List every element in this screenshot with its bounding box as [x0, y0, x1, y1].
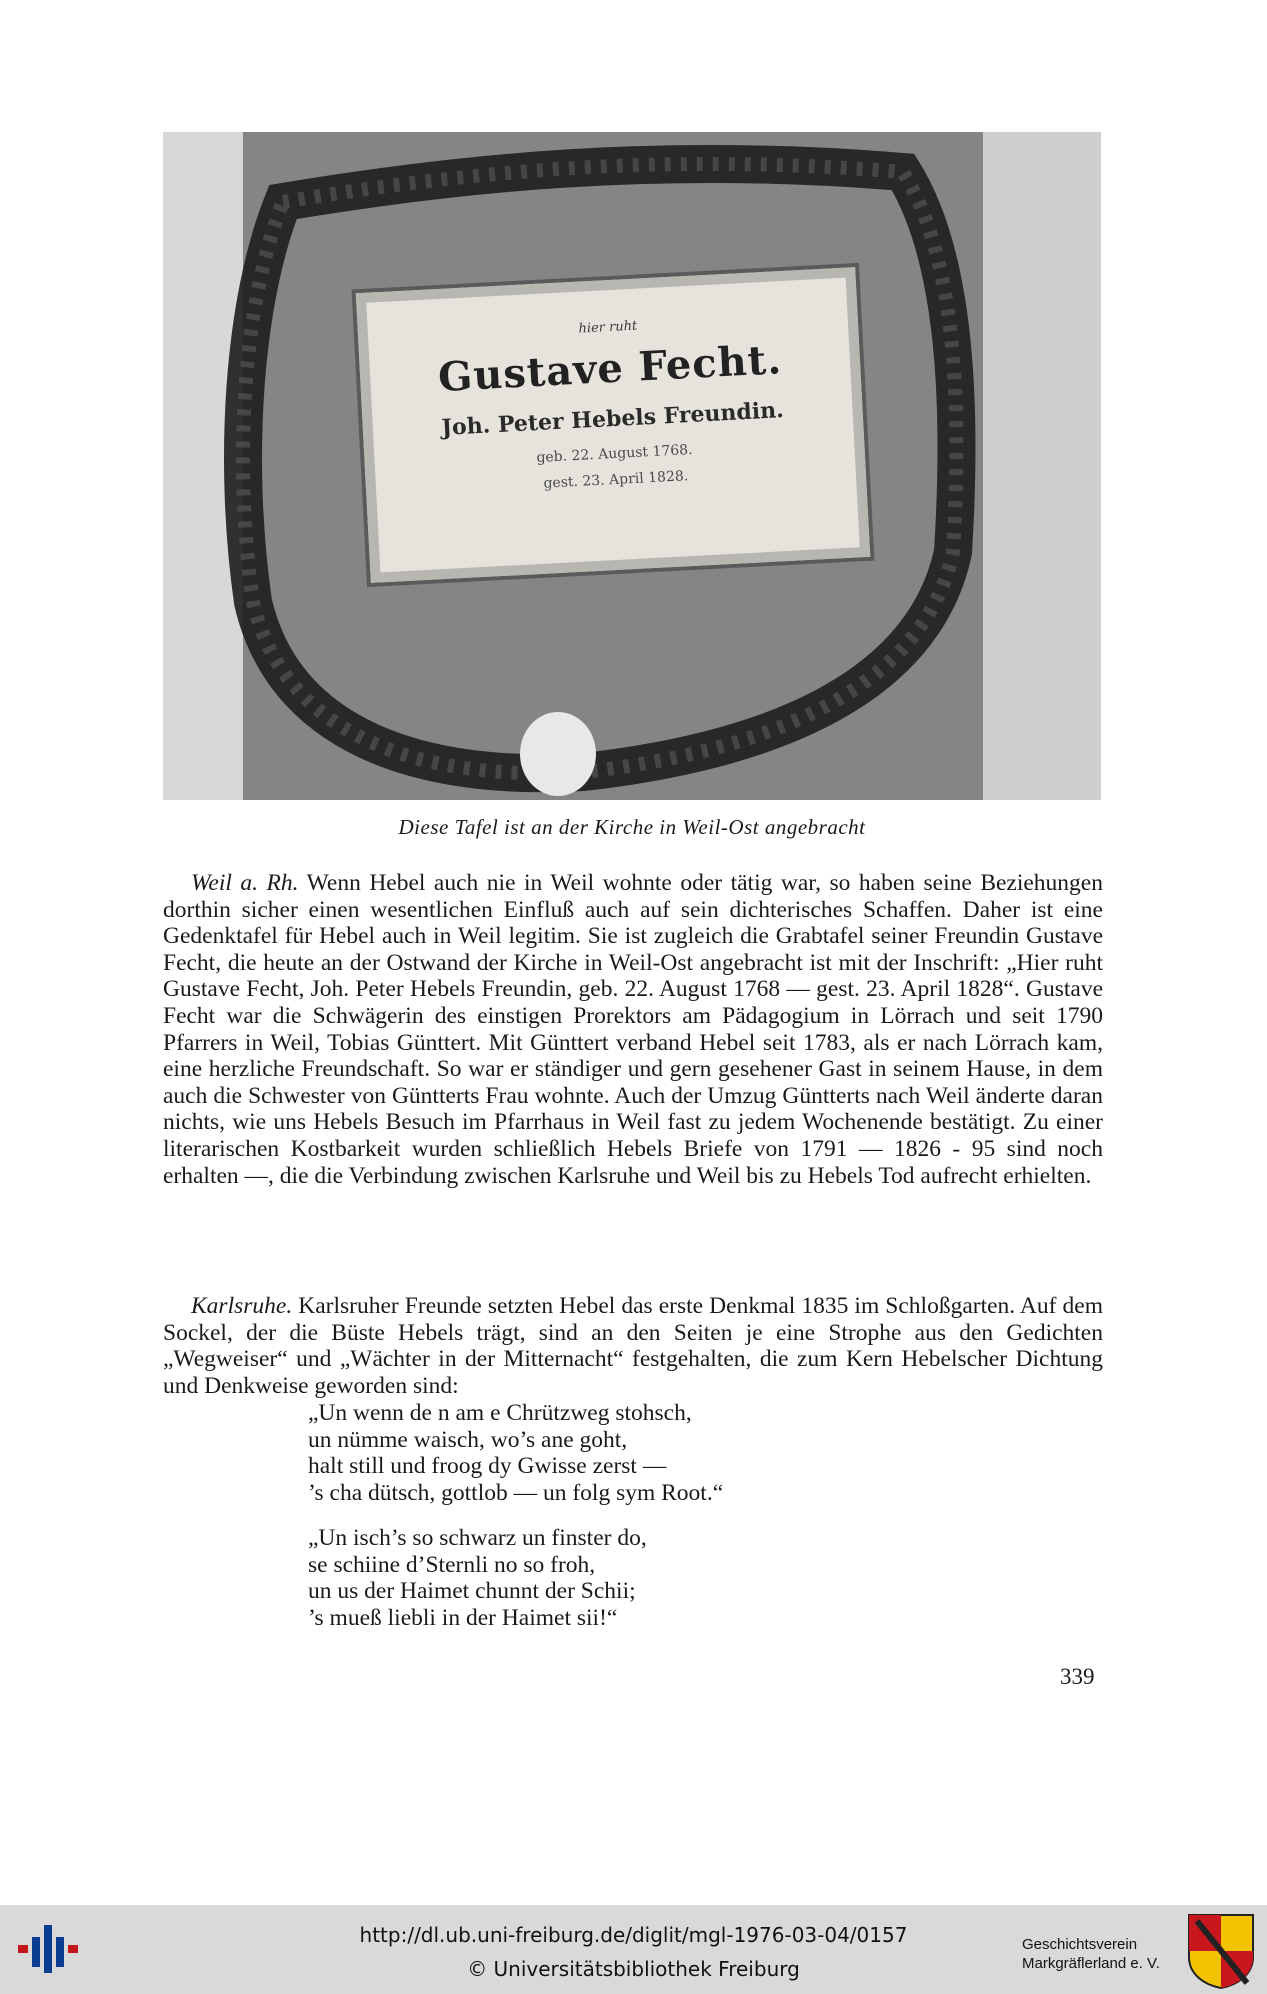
paragraph-karlsruhe	[163, 1293, 1103, 1399]
plaque-line-4: geb. 22. August 1768.	[536, 441, 693, 467]
verse-line: „Un wenn de n am e Chrützweg stohsch,	[308, 1400, 692, 1426]
publisher-line-2: Markgräflerland e. V.	[1022, 1955, 1160, 1972]
footer-bar	[0, 1905, 1267, 1994]
plaque-line-1: hier ruht	[578, 318, 638, 337]
photo-caption: Diese Tafel ist an der Kirche in Weil-Ost angebracht	[398, 815, 866, 839]
verse-line: ’s cha dütsch, gottlob — un folg sym Root.“	[308, 1479, 724, 1506]
memorial-plaque	[356, 267, 870, 583]
paragraph-lead: Weil a. Rh.	[191, 870, 299, 896]
plaque-photograph	[163, 132, 1101, 800]
paragraph-text: Wenn Hebel auch nie in Weil wohnte oder tätig war, so haben seine Beziehungen dorthin sicher einen wesentlichen Einfluß auch auf sein dichterisches Schaffen. Daher ist eine Gedenktafel für Hebel auch in Weil legitim. Sie ist zugleich die Grabtafel seiner Freundin Gustave Fecht, die heute an der Ostwand der Kirche in Weil-Ost angebracht ist mit der Inschrift: „Hier ruht Gustave Fecht, Joh. Peter Hebels Freundin, geb. 22. August 1768 — gest. 23. April 1828“. Gustave Fecht war die Schwägerin des einstigen Prorektors am Pädagogium in Lörrach und seit 1790 Pfarrers in Weil, Tobias Günttert. Mit Günttert verband Hebel seit 1783, als er nach Lörrach kam, eine herzliche Freundschaft. So war er ständiger und gern gesehener Gast in seinem Hause, in dem auch die Schwester von Güntterts Frau wohnte. Auch der Umzug Güntterts nach Weil änderte daran nichts, wie uns Hebels Besuch im Pfarrhaus in Weil fast zu jedem Wochenende bestätigt. Zu einer literarischen Kostbarkeit wurden schließlich Hebels Briefe von 1791 — 1826 - 95 sind noch erhalten —, die die Verbindung zwischen Karlsruhe und Weil bis zu Hebels Tod aufrecht erhielten.	[163, 870, 1103, 1189]
paragraph-lead: Karlsruhe.	[191, 1293, 293, 1319]
copyright-text: © Universitätsbibliothek Freiburg	[467, 1957, 800, 1981]
plaque-line-2: Gustave Fecht.	[436, 336, 784, 402]
paragraph-text: Karlsruher Freunde setzten Hebel das erste Denkmal 1835 im Schloßgarten. Auf dem Sockel, der die Büste Hebels trägt, sind an den Seiten je eine Strophe aus den Gedichten „Wegweiser“ und „Wächter in der Mitternacht“ festgehalten, die zum Kern Hebelscher Dichtung und Denkweise geworden sind:	[163, 1293, 1103, 1399]
coat-of-arms-icon	[1187, 1913, 1255, 1989]
verse-line: „Un isch’s so schwarz un finster do,	[308, 1525, 647, 1551]
verse-line: un us der Haimet chunnt der Schii;	[308, 1578, 636, 1605]
verse-line: ’s mueß liebli in der Haimet sii!“	[308, 1604, 618, 1631]
publisher-name	[1022, 1935, 1172, 1973]
verse-line: se schiine d’Sternli no so froh,	[308, 1551, 596, 1578]
plaque-line-5: gest. 23. April 1828.	[543, 468, 689, 492]
verse-wegweiser	[308, 1400, 723, 1506]
page-number: 339	[1060, 1664, 1095, 1689]
verse-waechter	[308, 1525, 647, 1631]
verse-line: halt still und froog dy Gwisse zerst —	[308, 1453, 667, 1480]
plaque-line-3: Joh. Peter Hebels Freundin.	[440, 397, 785, 441]
paragraph-weil	[163, 870, 1103, 1189]
publisher-line-1: Geschichtsverein	[1022, 1936, 1138, 1953]
verse-line: un nümme waisch, wo’s ane goht,	[308, 1426, 628, 1453]
document-url-link[interactable]: http://dl.ub.uni-freiburg.de/diglit/mgl-1976-03-04/0157	[359, 1923, 908, 1947]
